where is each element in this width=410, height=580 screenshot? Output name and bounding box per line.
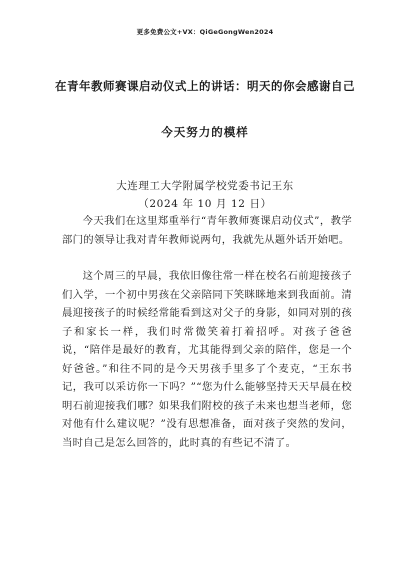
author-line: 大连理工大学附属学校党委书记王东: [116, 180, 294, 192]
title-line-1: 在青年教师赛课启动仪式上的讲话：明天的你会感谢自己: [55, 79, 355, 93]
body-text: [62, 212, 352, 452]
paragraph-2: 这个周三的早晨，我依旧像往常一样在校名石前迎接孩子们入学，一个初中男孩在父亲陪同下笑眯眯地来到我面前。清晨迎接孩子的时候经常能看到这对父子的身影，如同对别的孩子和家长一样，我们时常微笑着打着招呼。对孩子爸爸说，“陪伴是最好的教育，尤其能得到父亲的陪伴，您是一个好爸爸。”和往不同的是今天男孩手里多了个麦克，“王东书记，我可以采访你一下吗？”“您为什么能够坚持天天早晨在校明石前迎接我们哪？如果我们附校的孩子未来也想当老师，您对他有什么建议呢？”没有思想准备，面对孩子突然的发问，当时自己是怎么回答的，此时真的有些记不清了。: [62, 270, 352, 449]
date-line: （2024 年 10 月 12 日）: [138, 198, 272, 210]
header-note: 更多免费公文+VX：QiGeGongWen2024: [136, 28, 274, 36]
title-line-2: 今天努力的模样: [161, 125, 249, 139]
paragraph-1: 今天我们在这里郑重举行“青年教师赛课启动仪式”，教学部门的领导让我对青年教师说两句，我就先从题外话开始吧。: [62, 215, 352, 246]
